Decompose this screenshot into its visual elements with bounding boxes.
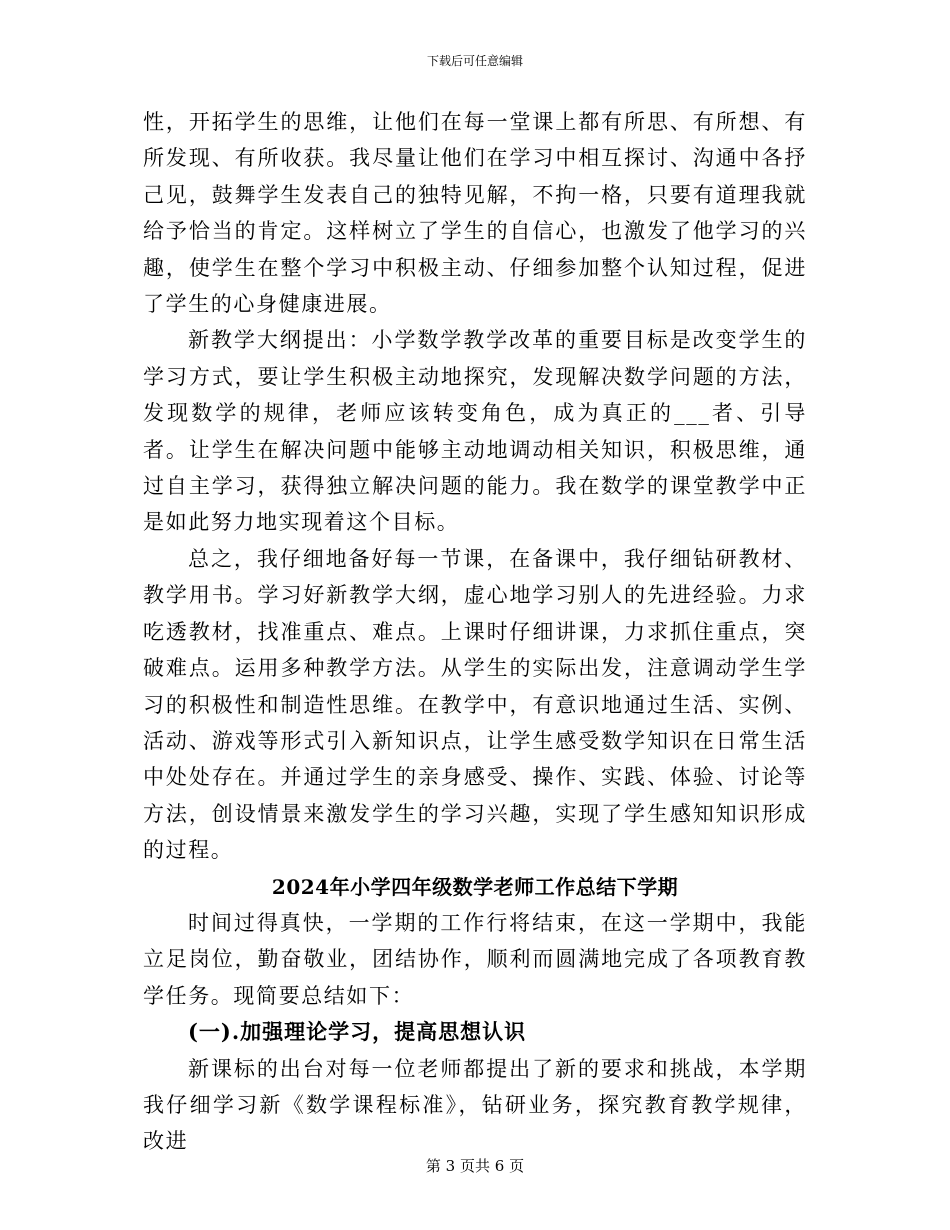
- page-header: 下载后可任意编辑: [426, 54, 523, 68]
- paragraph-1: 性，开拓学生的思维，让他们在每一堂课上都有所思、有所想、有所发现、有所收获。我尽量让他们在学习中相互探讨、沟通中各抒己见，鼓舞学生发表自己的独特见解，不拘一格，只要有道理我就给予恰当的肯定。这样树立了学生的自信心，也激发了他学习的兴趣，使学生在整个学习中积极主动、仔细参加整个认知过程，促进了学生的心身健康进展。: [143, 110, 807, 317]
- section-title: 2024年小学四年级数学老师工作总结下学期: [271, 874, 679, 899]
- paragraph-3: 总之，我仔细地备好每一节课，在备课中，我仔细钻研教材、教学用书。学习好新教学大纲，虚心地学习别人的先进经验。力求吃透教材，找准重点、难点。上课时仔细讲课，力求抓住重点，突破难点。运用多种教学方法。从学生的实际出发，注意调动学生学习的积极性和制造性思维。在教学中，有意识地通过生活、实例、活动、游戏等形式引入新知识点，让学生感受数学知识在日常生活中处处存在。并通过学生的亲身感受、操作、实践、体验、讨论等方法，创设情景来激发学生的学习兴趣，实现了学生感知知识形成的过程。: [143, 546, 807, 863]
- page-footer: 第 3 页共 6 页: [425, 1157, 525, 1175]
- subheading-1: (一).加强理论学习，提高思想认识: [188, 1019, 527, 1045]
- paragraph-4: 时间过得真快，一学期的工作行将结束，在这一学期中，我能立足岗位，勤奋敬业，团结协作，顺利而圆满地完成了各项教育教学任务。现简要总结如下：: [143, 910, 807, 1008]
- paragraph-5: 新课标的出台对每一位老师都提出了新的要求和挑战，本学期我仔细学习新《数学课程标准》，钻研业务，探究教育教学规律，改进: [143, 1056, 807, 1154]
- paragraph-2: 新教学大纲提出：小学数学教学改革的重要目标是改变学生的学习方式，要让学生积极主动地探究，发现解决数学问题的方法，发现数学的规律，老师应该转变角色，成为真正的___者、引导者。让学生在解决问题中能够主动地调动相关知识，积极思维，通过自主学习，获得独立解决问题的能力。我在数学的课堂教学中正是如此努力地实现着这个目标。: [143, 328, 807, 535]
- document-body: [143, 104, 807, 1160]
